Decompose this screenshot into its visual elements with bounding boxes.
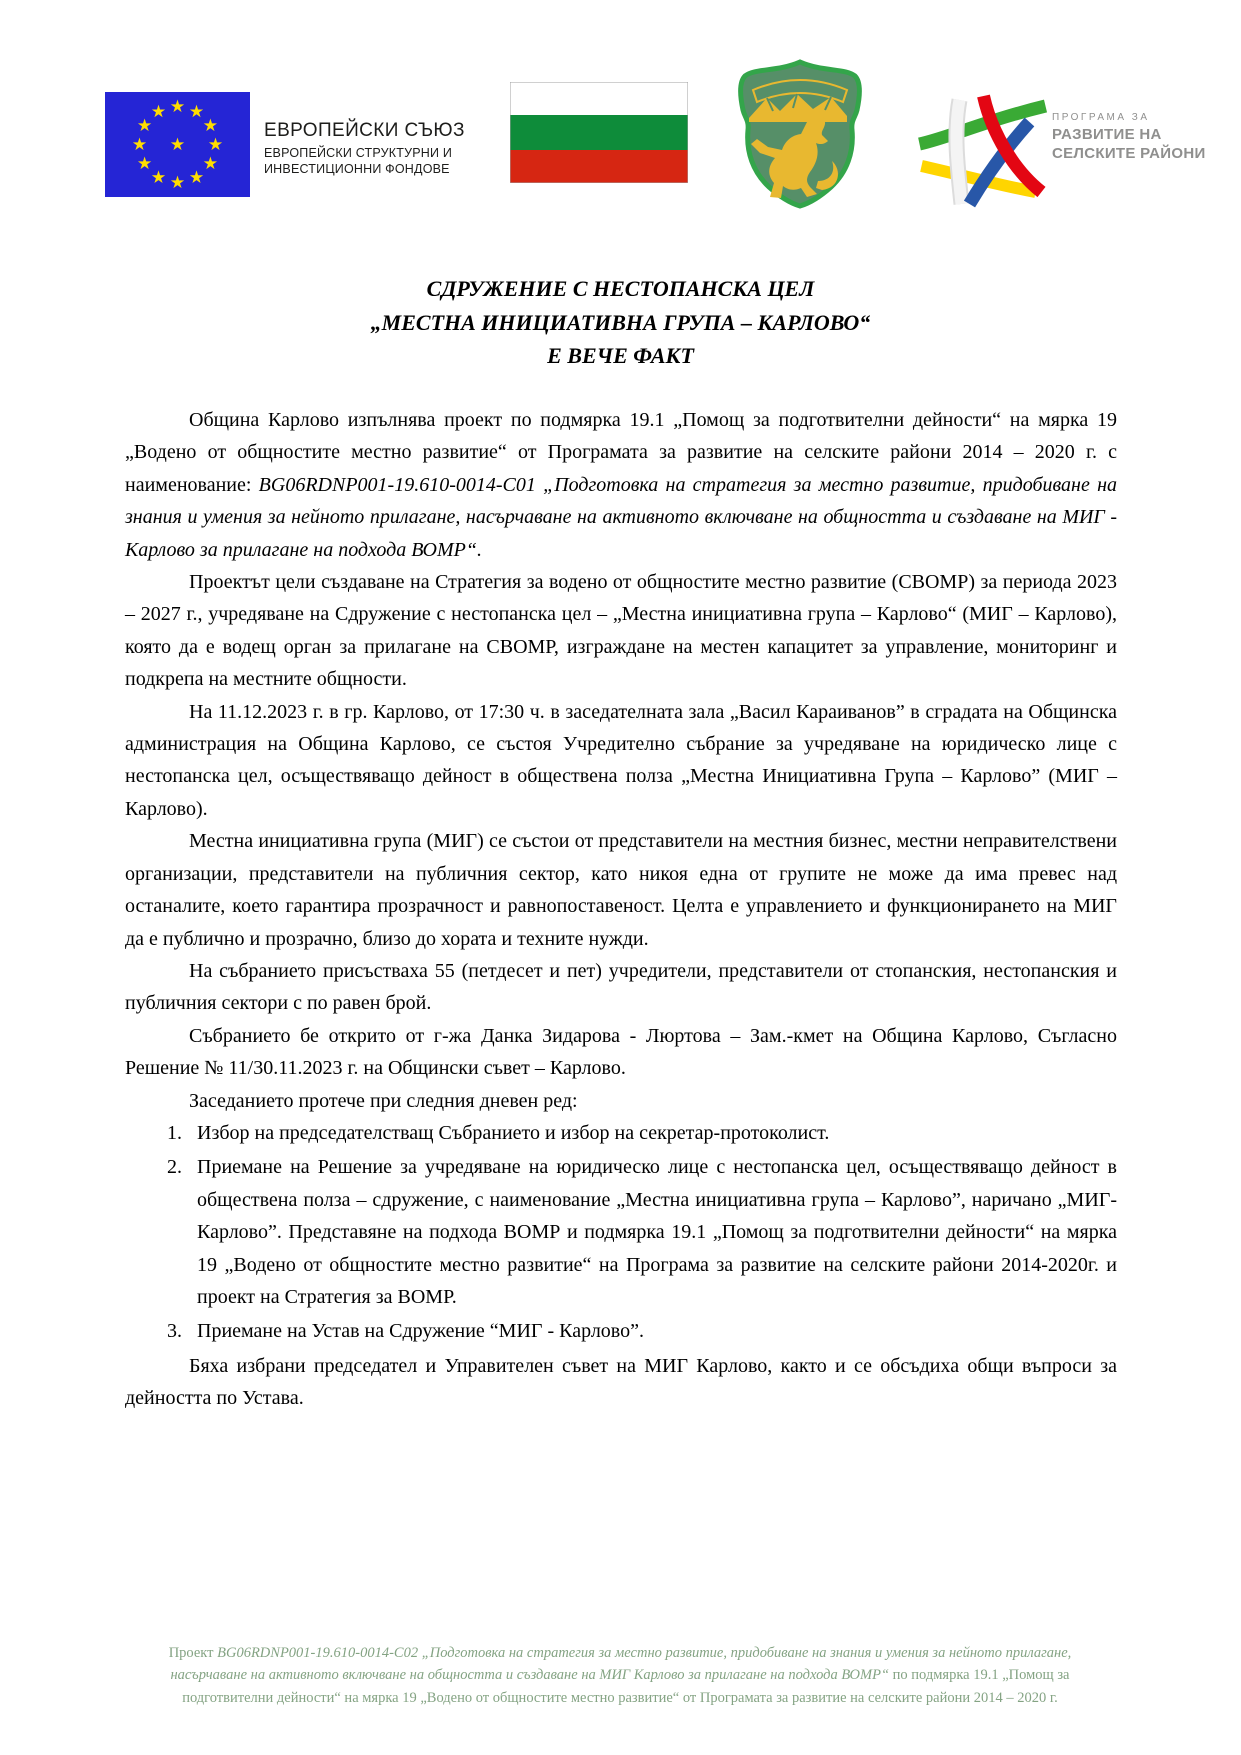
- rural-development-programme-text: [1052, 112, 1206, 163]
- paragraph-project-goal: Проектът цели създаване на Стратегия за водено от общностите местно развитие (СВОМР) за периода 2023 – 2027 г., учредяване на Сдружение с нестопанска цел – „Местна инициативна група – Карлово“ (МИГ – Карлово), която да е водещ орган за прилагане на СВОМР, изграждане на местен капацитет за управление, мониторинг и подкрепа на местните общности.: [125, 571, 1117, 691]
- title-line-3: Е ВЕЧЕ ФАКТ: [547, 343, 694, 368]
- karlovo-coat-of-arms-icon: [733, 56, 867, 212]
- agenda-item-2: [125, 1151, 1117, 1313]
- agenda-item-1-text: Избор на председателстващ Събранието и избор на секретар-протоколист.: [197, 1121, 830, 1144]
- eu-funds-label-line2: ИНВЕСТИЦИОННИ ФОНДОВЕ: [264, 162, 450, 176]
- rural-development-programme-icon: [915, 92, 1050, 212]
- logo-strip: [0, 0, 1241, 240]
- prsr-label-line3: СЕЛСКИТЕ РАЙОНИ: [1052, 145, 1206, 162]
- agenda-item-1-number: 1.: [167, 1121, 182, 1144]
- paragraph-founding-meeting: На 11.12.2023 г. в гр. Карлово, от 17:30 ч. в заседателната зала „Васил Караиванов” в сградата на Общинска администрация на Община Карлово, се състоя Учредително събрание за учредяване на юридическо лице с нестопанска цел, осъществяващо дейност в обществена полза „Местна Инициативна Група – Карлово” (МИГ –Карлово).: [125, 700, 1117, 820]
- bulgaria-flag-icon: [510, 82, 688, 183]
- agenda-item-2-number: 2.: [167, 1156, 182, 1179]
- paragraph-attendance: На събранието присъстваха 55 (петдесет и пет) учредители, представители от стопанския, нестопанския и публичния сектори с по равен брой.: [125, 959, 1117, 1015]
- footer-prefix: Проект: [168, 1645, 218, 1661]
- footer-project-name: BG06RDNP001-19.610-0014-C02 „Подготовка на стратегия за местно развитие, придобиване на знания и умения за нейното прилагане, насърчаване на активното включване на общността и създаване на МИГ Карлово за прилагане на подхода ВОМР“: [170, 1645, 1072, 1684]
- paragraph-project-intro: [125, 404, 1117, 566]
- eu-union-label: ЕВРОПЕЙСКИ СЪЮЗ: [264, 120, 465, 141]
- agenda-list: [125, 1117, 1117, 1348]
- paragraph-agenda-intro: Заседанието протече при следния дневен ред:: [189, 1089, 578, 1112]
- agenda-item-3-number: 3.: [167, 1320, 182, 1343]
- document-footer: [140, 1642, 1100, 1709]
- title-line-2: „МЕСТНА ИНИЦИАТИВНА ГРУПА – КАРЛОВО“: [370, 309, 871, 335]
- paragraph-opening: Събранието бе открито от г-жа Данка Зидарова - Люртова – Зам.-кмет на Община Карлово, Съгласно Решение № 11/30.11.2023 г. на Общински съвет – Карлово.: [125, 1024, 1117, 1080]
- paragraph-project-intro-normal: Община Карлово изпълнява проект по подмярка 19.1 „Помощ за подготвителни дейности“ на мярка 19 „Водено от общностите местно развитие“ от Програмата за развитие на селските райони 2014 – 2020 г. с наименование:: [125, 409, 1117, 496]
- prsr-label-line1: ПРОГРАМА ЗА: [1052, 112, 1150, 123]
- agenda-item-1: [125, 1117, 1117, 1149]
- agenda-item-2-text: Приемане на Решение за учредяване на юридическо лице с нестопанска цел, осъществяващо дейност в обществена полза – сдружение, с наименование „Местна инициативна група – Карлово”, наричано „МИГ-Карлово”. Представяне на подхода ВОМР и подмярка 19.1 „Помощ за подготвителни дейности“ на мярка 19 „Водено от общностите местно развитие“ на Програма за развитие на селските райони 2014-2020г. и проект на Стратегия за ВОМР.: [197, 1156, 1117, 1308]
- paragraph-mig-composition: Местна инициативна група (МИГ) се състои от представители на местния бизнес, местни неправителствени организации, представители на публичния сектор, като никоя една от групите не може да има превес над останалите, което гарантира прозрачност и равнопоставеност. Целта е управлението и функционирането на МИГ да е публично и прозрачно, близо до хората и техните нужди.: [125, 830, 1117, 950]
- eu-logo-text: [264, 120, 465, 177]
- document-title: [0, 272, 1241, 373]
- document-body: [125, 404, 1117, 1415]
- agenda-item-3: [125, 1315, 1117, 1347]
- footer-suffix: по подмярка 19.1 „Помощ за подготвителни дейности“ на мярка 19 „Водено от общностите местно развитие“ от Програмата за развитие на селските райони 2014 – 2020 г.: [182, 1667, 1070, 1706]
- agenda-item-3-text: Приемане на Устав на Сдружение “МИГ - Карлово”.: [197, 1320, 644, 1343]
- title-line-1: СДРУЖЕНИЕ С НЕСТОПАНСКА ЦЕЛ: [426, 276, 815, 301]
- paragraph-project-intro-italic: BG06RDNP001-19.610-0014-С01 „Подготовка на стратегия за местно развитие, придобиване на знания и умения за нейното прилагане, насърчаване на активното включване на общността и създаване на МИГ - Карлово за прилагане на подхода ВОМР“.: [125, 473, 1117, 561]
- paragraph-closing: Бяха избрани председател и Управителен съвет на МИГ Карлово, както и се обсъдиха общи въпроси за дейността по Устава.: [125, 1354, 1117, 1410]
- eu-funds-label-line1: ЕВРОПЕЙСКИ СТРУКТУРНИ И: [264, 146, 453, 160]
- eu-flag-icon: [105, 92, 250, 197]
- prsr-label-line2: РАЗВИТИЕ НА: [1052, 126, 1162, 143]
